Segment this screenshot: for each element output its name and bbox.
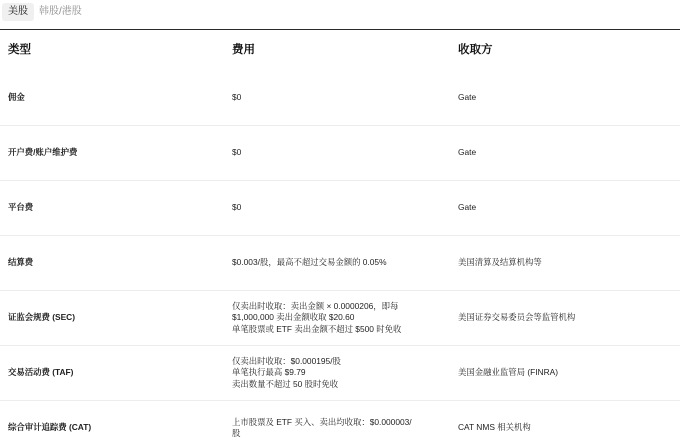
table-header [0,30,680,70]
header-fee: 费用 [232,44,255,56]
fee-type: 交易活动费 (TAF) [8,367,74,378]
table-row [0,346,680,401]
fee-amount [232,346,452,400]
fee-payer: CAT NMS 相关机构 [458,422,531,433]
fee-line: 仅卖出时收取：$0.000195/股 [232,356,341,367]
fee-amount [232,291,452,345]
fee-line: 股 [232,428,241,438]
fee-type: 结算费 [8,257,34,268]
fee-amount [232,71,452,125]
table-row [0,71,680,126]
fee-line: $0 [232,202,242,213]
fee-payer: Gate [458,92,477,103]
table-row [0,181,680,236]
table-row [0,236,680,291]
fee-type: 佣金 [8,92,25,103]
fee-line: 仅卖出时收取：卖出金额 × 0.0000206，即每 [232,301,399,312]
table-row [0,126,680,181]
fee-line: 上市股票及 ETF 买入、卖出均收取：$0.000003/ [232,416,412,427]
fee-amount [232,401,452,445]
fee-line: $0.003/股，最高不超过交易金额的 0.05% [232,257,387,268]
fee-amount [232,181,452,235]
fee-line: 单笔执行最高 $9.79 [232,367,306,378]
fee-payer: Gate [458,147,477,158]
header-payer: 收取方 [458,44,493,56]
fee-type: 开户费/账户维护费 [8,147,78,158]
market-tabs [0,0,680,30]
fee-line: 单笔股票或 ETF 卖出金额不超过 $500 时免收 [232,323,402,334]
fee-type: 综合审计追踪费 (CAT) [8,422,92,433]
tab-kr-hk-stocks[interactable]: 韩股/港股 [39,6,82,17]
fee-amount [232,236,452,290]
header-type: 类型 [8,44,31,56]
fee-payer: 美国证券交易委员会等监管机构 [458,312,576,323]
fee-line: $0 [232,92,242,103]
fee-type: 证监会规费 (SEC) [8,312,75,323]
fee-payer: 美国金融业监管局 (FINRA) [458,367,559,378]
table-row [0,291,680,346]
tab-us-stocks[interactable]: 美股 [2,3,34,21]
fee-line: 卖出数量不超过 50 股时免收 [232,378,339,389]
table-row [0,401,680,445]
fee-line: $1,000,000 卖出金额收取 $20.60 [232,312,355,323]
fee-payer: Gate [458,202,477,213]
fee-type: 平台费 [8,202,34,213]
fee-line: $0 [232,147,242,158]
fee-amount [232,126,452,180]
fee-payer: 美国清算及结算机构等 [458,257,542,268]
